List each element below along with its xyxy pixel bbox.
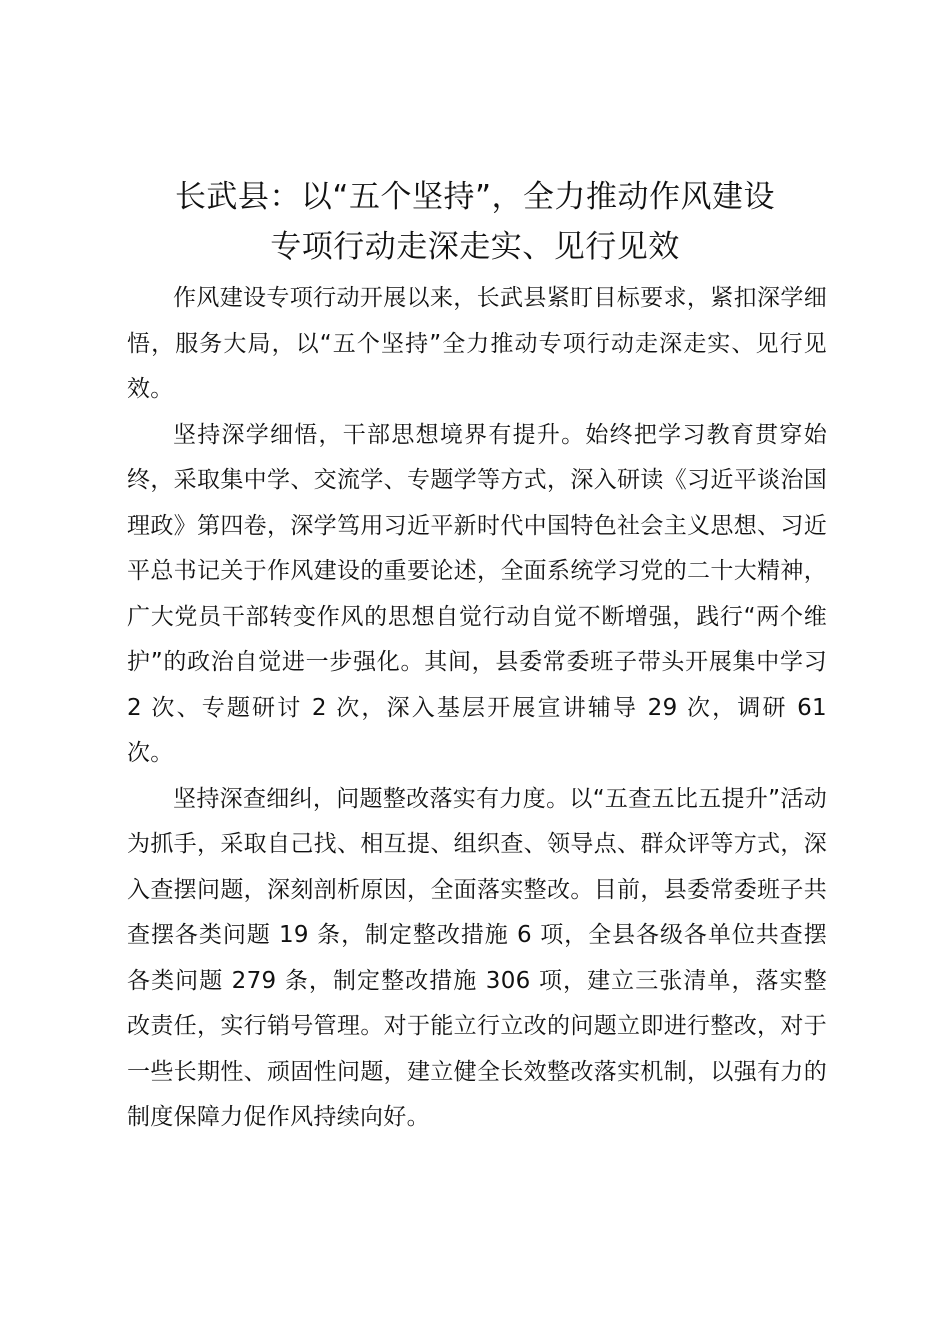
document-title — [100, 172, 850, 272]
paragraph-study: 坚持深学细悟，干部思想境界有提升。始终把学习教育贯穿始终，采取集中学、交流学、专题学等方式，深入研读《习近平谈治国理政》第四卷，深学笃用习近平新时代中国特色社会主义思想、习近平总书记关于作风建设的重要论述，全面系统学习党的二十大精神，广大党员干部转变作风的思想自觉行动自觉不断增强，践行“两个维护”的政治自觉进一步强化。其间，县委常委班子带头开展集中学习 2 次、专题研讨 2 次，深入基层开展宣讲辅导 29 次，调研 61 次。 — [127, 421, 827, 766]
title-line-2: 专项行动走深走实、见行见效 — [270, 229, 680, 265]
title-line-1: 长武县：以“五个坚持”，全力推动作风建设 — [174, 179, 776, 215]
document-body — [127, 276, 827, 1141]
paragraph-rectification: 坚持深查细纠，问题整改落实有力度。以“五查五比五提升”活动为抓手，采取自己找、相互提、组织查、领导点、群众评等方式，深入查摆问题，深刻剖析原因，全面落实整改。目前，县委常委班子共查摆各类问题 19 条，制定整改措施 6 项，全县各级各单位共查摆各类问题 279 条，制定整改措施 306 项，建立三张清单，落实整改责任，实行销号管理。对于能立行立改的问题立即进行整改，对于一些长期性、顽固性问题，建立健全长效整改落实机制，以强有力的制度保障力促作风持续向好。 — [127, 785, 827, 1130]
paragraph-intro: 作风建设专项行动开展以来，长武县紧盯目标要求，紧扣深学细悟，服务大局，以“五个坚持”全力推动专项行动走深走实、见行见效。 — [127, 285, 827, 402]
